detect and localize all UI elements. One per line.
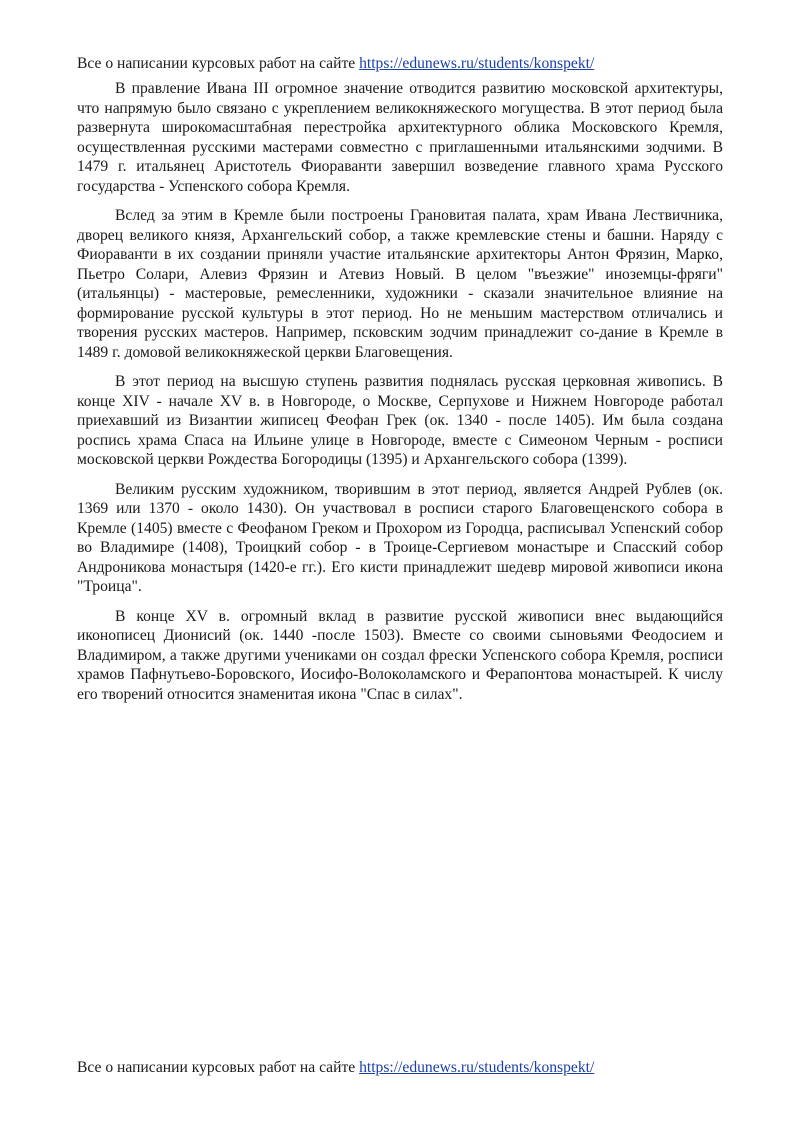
paragraph-4: Великим русским художником, творившим в этот период, является Андрей Рублев (ок. 1369 или 1370 - около 1430). Он участвовал в росписи старого Благовещенского собора в Кремле (1405) вместе с Феофаном Греком и Прохором из Городца, расписывал Успенский собор во Владимире (1408), Троицкий собор - в Троице-Сергиевом монастыре и Спасский собор Андроникова монастыря (1420-е гг.). Его кисти принадлежит шедевр мировой живописи икона "Троица".	[77, 480, 723, 595]
document-body	[77, 79, 723, 714]
paragraph-5: В конце XV в. огромный вклад в развитие русской живописи внес выдающийся иконописец Дионисий (ок. 1440 -после 1503). Вместе со своими сыновьями Феодосием и Владимиром, а также другими учениками он создал фрески Успенского собора Кремля, росписи храмов Пафнутьево-Боровского, Иосифо-Волоколамского и Ферапонтова монастырей. К числу его творений относится знаменитая икона "Спас в силах".	[77, 607, 723, 703]
footer-text: Все о написании курсовых работ на сайте	[77, 1059, 360, 1076]
footer-link[interactable]: https://edunews.ru/students/konspekt/	[359, 1059, 595, 1076]
page-header	[77, 54, 727, 74]
header-link[interactable]: https://edunews.ru/students/konspekt/	[359, 55, 595, 72]
paragraph-3: В этот период на высшую ступень развития поднялась русская церковная живопись. В конце XIV - начале XV в. в Новгороде, о Москве, Серпухове и Нижнем Новгороде работал приехавший из Византии жиписец Феофан Грек (ок. 1340 - после 1405). Им была создана роспись храма Спаса на Ильине улице в Новгороде, вместе с Симеоном Черным - росписи московской церкви Рождества Богородицы (1395) и Архангельского собора (1399).	[77, 373, 723, 468]
paragraph-1: В правление Ивана III огромное значение отводится развитию московской архитектуры, что напрямую было связано с укреплением великокняжеского могущества. В этот период была развернута широкомасштабная перестройка архитектурного облика Московского Кремля, осуществленная русскими мастерами совместно с приглашенными итальянскими зодчими. В 1479 г. итальянец Аристотель Фиораванти завершил возведение главного храма Русского государства - Успенского собора Кремля.	[77, 80, 723, 195]
header-text: Все о написании курсовых работ на сайте	[77, 55, 360, 72]
page-footer	[77, 1058, 727, 1078]
paragraph-2: Вслед за этим в Кремле были построены Грановитая палата, храм Ивана Лествичника, дворец великого князя, Архангельский собор, а также кремлевские стены и башни. Наряду с Фиораванти в их создании приняли участие итальянские архитекторы Антон Фрязин, Марко, Пьетро Солари, Алевиз Фрязин и Атевиз Новый. В целом "въезжие" иноземцы-фряги" (итальянцы) - мастеровые, ремесленники, художники - сказали значительное влияние на формирование русской культуры в этот период. Но не меньшим мастерством отличались и творения русских мастеров. Например, псковским зодчим принадлежит со-дание в Кремле в 1489 г. домовой великокняжеской церкви Благовещения.	[77, 207, 723, 361]
